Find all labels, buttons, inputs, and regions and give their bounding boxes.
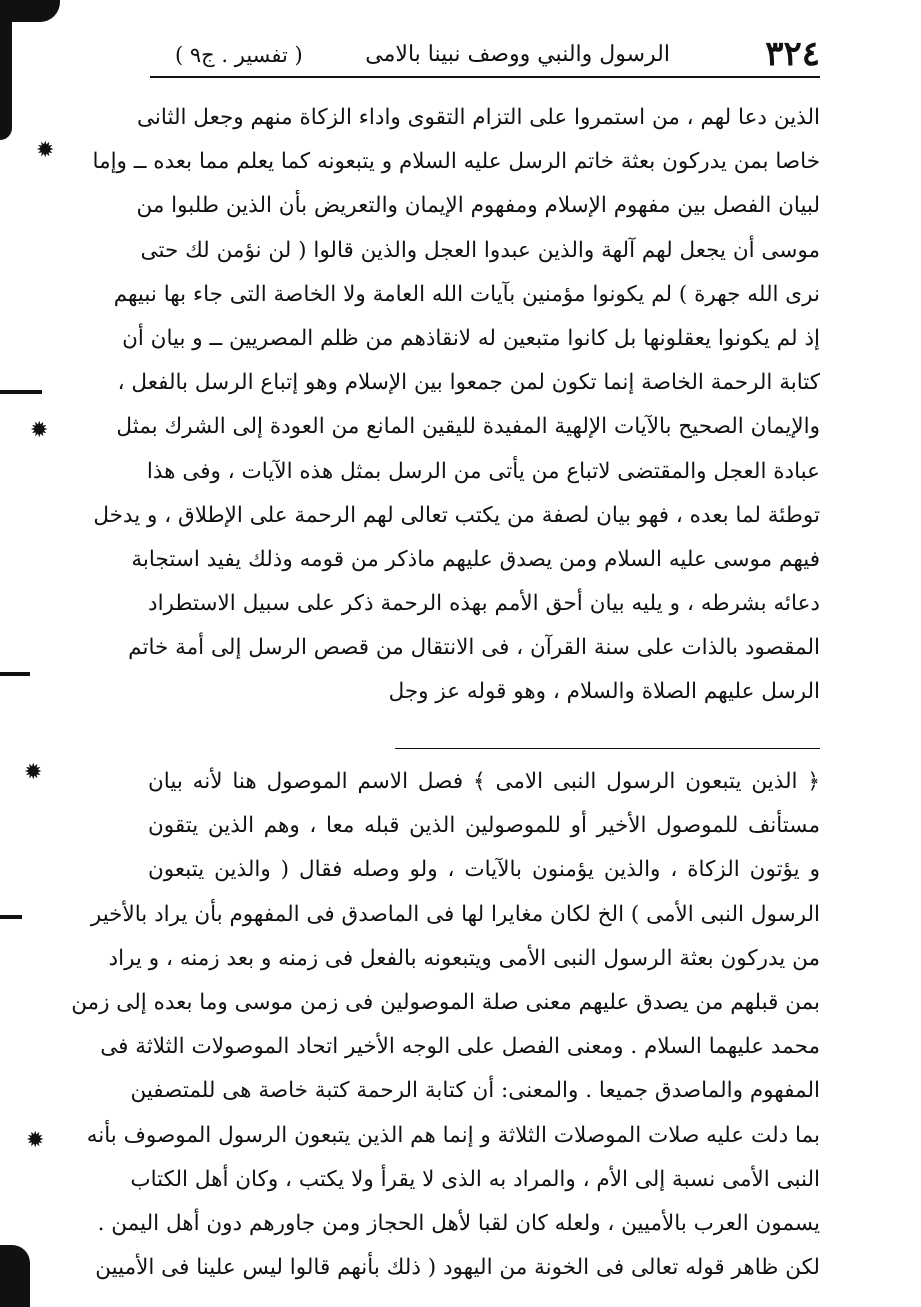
text-line: الذين دعا لهم ، من استمروا على التزام التقوى واداء الزكاة منهم وجعل الثانى [137, 105, 820, 130]
text-line: خاصا بمن يدركون بعثة خاتم الرسل عليه السلام و يتبعونه كما يعلم مما بعده ــ وإما [92, 149, 820, 175]
text-line: بما دلت عليه صلات الموصلات الثلاثة و إنما هم الذين يتبعون الرسول الموصوف بأنه [86, 1122, 820, 1148]
paragraph-commentary-1 [92, 96, 820, 715]
page-number: ٣٢٤ [765, 34, 820, 74]
text-line: مستأنف للموصول الأخير أو للموصولين الذين قبله معا ، وهم الذين يتقون [148, 813, 820, 839]
text-line: النبى الأمى نسبة إلى الأم ، والمراد به الذى لا يقرأ ولا يكتب ، وكان أهل الكتاب [130, 1166, 820, 1192]
text-line: يسمون العرب بالأميين ، ولعله كان لقبا لأهل الحجاز ومن جاورهم دون أهل اليمن . [97, 1210, 820, 1236]
scan-edge-mark [0, 915, 22, 919]
text-line: لبيان الفصل بين مفهوم الإسلام ومفهوم الإيمان والتعريض بأن الذين طلبوا من [136, 193, 820, 219]
running-header [150, 30, 820, 78]
running-title: الرسول والنبي ووصف نبينا بالامى [365, 42, 670, 67]
text-line: الرسل عليهم الصلاة والسلام ، وهو قوله عز وجل [388, 679, 820, 705]
text-line: نرى الله جهرة ) لم يكونوا مؤمنين بآيات الله العامة ولا الخاصة التى جاء بها نبيهم [113, 281, 820, 307]
fleuron-icon: ✹ [24, 760, 43, 785]
text-line: الرسول النبى الأمى ) الخ لكان مغايرا لها فى الماصدق فى المفهوم بأن يراد بالأخير [90, 901, 820, 927]
text-line: من يدركون بعثة الرسول النبى الأمى ويتبعونه بالفعل فى زمنه و بعد زمنه ، و يراد [108, 945, 820, 971]
text-line: دعائه بشرطه ، و يليه بيان أحق الأمم بهذه الرحمة ذكر على سبيل الاستطراد [148, 591, 820, 617]
text-line: كتابة الرحمة الخاصة إنما تكون لمن جمعوا بين الإسلام وهو إتباع الرسل بالفعل ، [117, 370, 820, 396]
paragraph-commentary-2 [71, 760, 820, 1290]
text-line: و يؤتون الزكاة ، والذين يؤمنون بالآيات ، ولو وصله فقال ( والذين يتبعون [148, 857, 820, 883]
text-line: إذ لم يكونوا يعقلونها بل كانوا متبعين له لانقاذهم من ظلم المصريين ــ و بيان أن [122, 325, 820, 351]
scan-edge-shadow [0, 1245, 30, 1307]
section-divider [395, 748, 820, 749]
header-rule [150, 76, 820, 78]
scan-edge-shadow [0, 0, 60, 22]
text-line: والإيمان الصحيح بالآيات الإلهية المفيدة لليقين المانع من العودة إلى الشرك بمثل [116, 414, 820, 440]
volume-reference: ( تفسير . ج٩ ) [175, 43, 303, 67]
text-line: توطئة لما بعده ، فهو بيان لصفة من يكتب تعالى لهم الرحمة على الإطلاق ، و يدخل [93, 502, 820, 528]
fleuron-icon: ✹ [26, 1128, 45, 1153]
text-line: بمن قبلهم من يصدق عليهم معنى صلة الموصولين فى زمن موسى وما بعده إلى زمن [71, 989, 820, 1015]
fleuron-icon: ✹ [36, 138, 55, 163]
scan-edge-mark [0, 672, 30, 676]
text-line: المفهوم والماصدق جميعا . والمعنى: أن كتابة الرحمة كتبة خاصة هى للمتصفين [130, 1078, 820, 1104]
text-line: موسى أن يجعل لهم آلهة والذين عبدوا العجل والذين قالوا ( لن نؤمن لك حتى [140, 237, 820, 263]
text-line: عبادة العجل والمقتضى لاتباع من يأتى من الرسل بمثل هذه الآيات ، وفى هذا [146, 458, 820, 484]
text-line: فيهم موسى عليه السلام ومن يصدق عليهم ماذكر من قومه وذلك يفيد استجابة [131, 546, 820, 572]
text-line: المقصود بالذات على سنة القرآن ، فى الانتقال من قصص الرسل إلى أمة خاتم [128, 635, 820, 661]
verse-heading-line: ﴿ الذين يتبعون الرسول النبى الامى ﴾ فصل الاسم الموصول هنا لأنه بيان [148, 769, 820, 794]
text-line: محمد عليهما السلام . ومعنى الفصل على الوجه الأخير اتحاد الموصولات الثلاثة فى [100, 1034, 820, 1060]
fleuron-icon: ✹ [30, 418, 49, 443]
text-line: لكن ظاهر قوله تعالى فى الخونة من اليهود ( ذلك بأنهم قالوا ليس علينا فى الأميين [95, 1255, 820, 1281]
scan-edge-mark [0, 390, 42, 394]
